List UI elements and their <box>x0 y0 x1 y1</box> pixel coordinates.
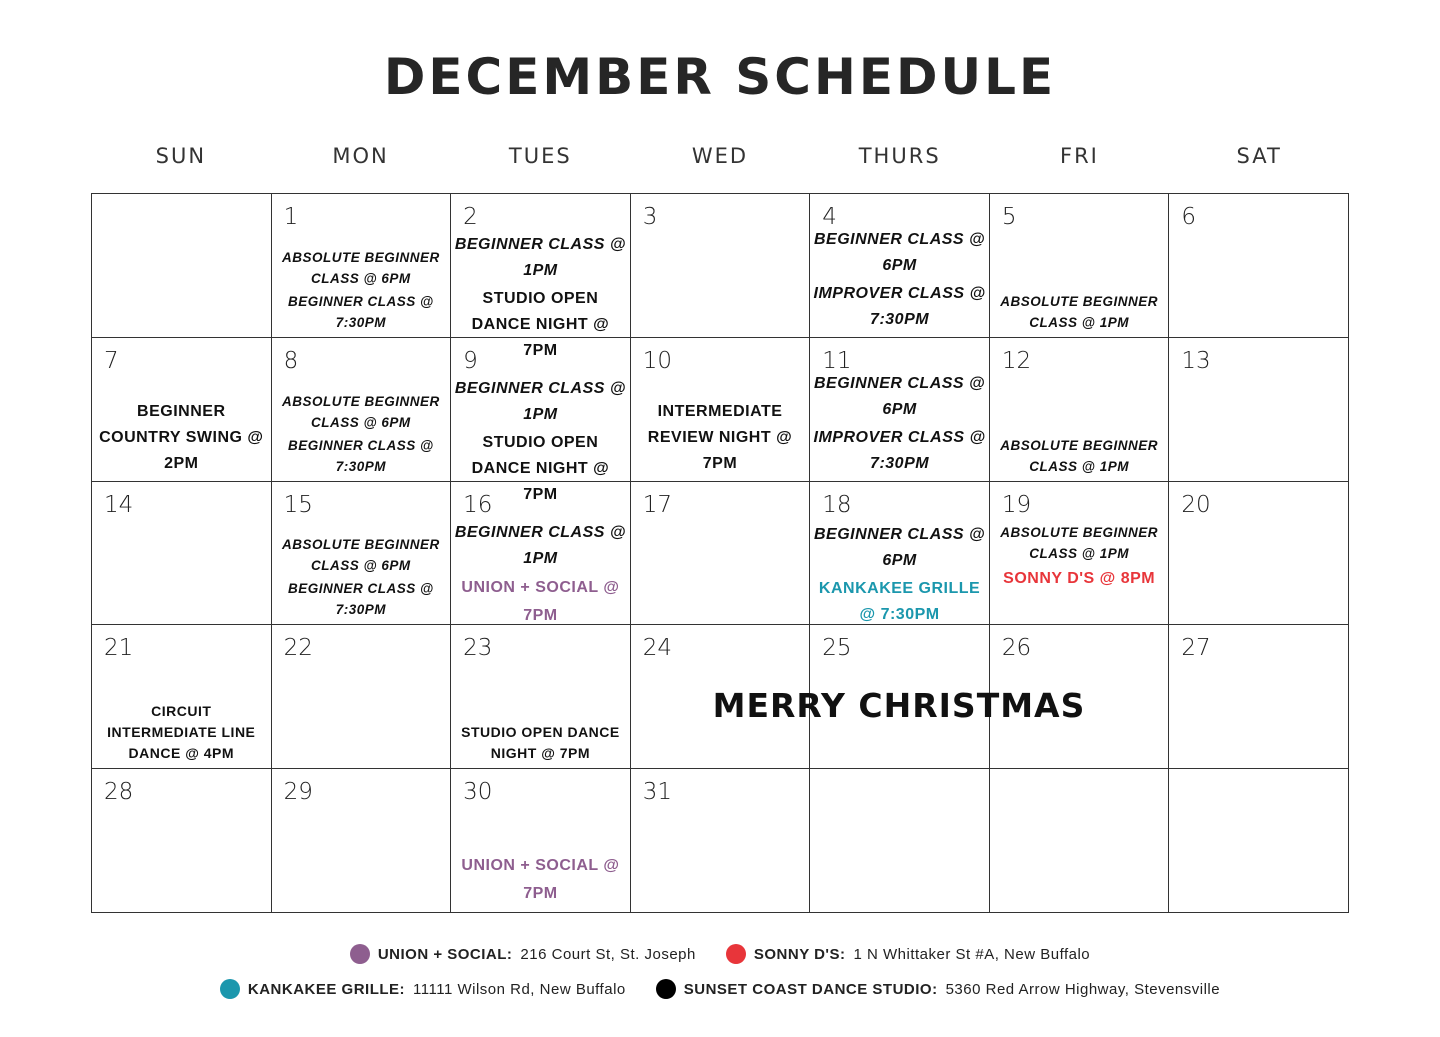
day-cell-30 <box>451 769 631 913</box>
day-number: 24 <box>642 635 672 662</box>
venue-name: SONNY D'S: <box>753 945 846 963</box>
day-cell-27 <box>1169 625 1349 769</box>
day-number: 2 <box>463 204 478 230</box>
event-entry: CIRCUIT INTERMEDIATE LINE DANCE @ 4PM <box>107 703 256 762</box>
day-cell-7 <box>92 338 272 482</box>
color-dot-icon <box>656 979 676 999</box>
weekday-header <box>91 144 1349 174</box>
day-cell-4 <box>810 194 990 338</box>
day-number: 30 <box>463 779 493 806</box>
day-number: 16 <box>463 491 493 518</box>
event-entry: BEGINNER CLASS @ 6PM <box>813 230 986 274</box>
day-number: 31 <box>642 779 672 806</box>
legend-item <box>350 944 696 964</box>
empty-day-cell <box>810 769 990 913</box>
event-entry: ABSOLUTE BEGINNER CLASS @ 1PM <box>1000 524 1159 561</box>
event-entry: ABSOLUTE BEGINNER CLASS @ 6PM <box>281 393 440 430</box>
event-list <box>274 247 449 333</box>
color-dot-icon <box>726 944 746 964</box>
event-entry: STUDIO OPEN DANCE NIGHT @ 7PM <box>471 290 610 359</box>
event-entry: BEGINNER CLASS @ 7:30PM <box>288 581 434 618</box>
day-number: 22 <box>283 635 313 662</box>
calendar-grid <box>91 193 1349 913</box>
day-cell-15 <box>272 482 452 626</box>
day-cell-21 <box>92 625 272 769</box>
day-number: 21 <box>104 635 134 662</box>
event-entry: BEGINNER CLASS @ 1PM <box>454 379 626 423</box>
event-list <box>992 291 1167 333</box>
event-list <box>453 520 628 630</box>
day-number: 14 <box>104 491 134 518</box>
day-number: 6 <box>1181 204 1197 230</box>
event-entry: BEGINNER CLASS @ 1PM <box>454 236 626 279</box>
event-list <box>633 399 808 477</box>
day-number: 9 <box>463 347 478 374</box>
event-list <box>274 534 449 620</box>
day-cell-13 <box>1169 338 1349 482</box>
venue-address: 5360 Red Arrow Highway, Stevensville <box>945 980 1221 998</box>
day-cell-31 <box>631 769 811 913</box>
day-cell-16 <box>451 482 631 626</box>
event-list <box>812 522 987 628</box>
day-cell-17 <box>631 482 811 626</box>
legend-row-2 <box>0 979 1440 999</box>
color-dot-icon <box>350 944 370 964</box>
color-dot-icon <box>220 979 240 999</box>
day-number: 23 <box>463 635 493 662</box>
page-title: DECEMBER SCHEDULE <box>383 48 1057 106</box>
event-entry: ABSOLUTE BEGINNER CLASS @ 1PM <box>1000 437 1159 474</box>
day-number: 13 <box>1181 347 1211 374</box>
day-cell-3 <box>631 194 811 338</box>
day-cell-10 <box>631 338 811 482</box>
day-cell-5 <box>990 194 1170 338</box>
day-number: 10 <box>642 347 672 374</box>
event-list <box>812 227 987 333</box>
event-list <box>274 391 449 477</box>
venue-name: UNION + SOCIAL: <box>377 945 513 963</box>
weekday-wed: WED <box>691 144 749 168</box>
day-number: 5 <box>1001 204 1017 230</box>
event-list <box>992 435 1167 477</box>
day-cell-23 <box>451 625 631 769</box>
event-entry: KANKAKEE GRILLE @ 7:30PM <box>818 579 981 623</box>
event-list <box>992 522 1167 592</box>
event-entry: UNION + SOCIAL @ 7PM <box>461 857 620 902</box>
day-cell-20 <box>1169 482 1349 626</box>
event-entry: IMPROVER CLASS @ 7:30PM <box>813 428 986 472</box>
empty-day-cell <box>1169 769 1349 913</box>
weekday-tue: TUES <box>508 144 572 168</box>
event-list <box>812 371 987 477</box>
day-number: 20 <box>1181 491 1211 518</box>
day-number: 1 <box>283 204 299 230</box>
day-cell-9 <box>451 338 631 503</box>
event-entry: SONNY D'S @ 8PM <box>1003 569 1156 587</box>
event-entry: ABSOLUTE BEGINNER CLASS @ 1PM <box>1000 293 1159 330</box>
day-number: 19 <box>1001 491 1032 518</box>
day-cell-29 <box>272 769 452 913</box>
event-entry: UNION + SOCIAL @ 7PM <box>461 578 620 624</box>
event-list <box>94 701 269 764</box>
legend-row-1 <box>0 944 1440 964</box>
day-number: 7 <box>104 347 119 374</box>
event-list <box>453 722 628 764</box>
event-entry: BEGINNER CLASS @ 1PM <box>454 523 626 567</box>
day-cell-19 <box>990 482 1170 626</box>
day-cell-28 <box>92 769 272 913</box>
weekday-mon: MON <box>332 144 389 168</box>
event-list <box>453 852 628 908</box>
day-number: 17 <box>642 491 672 518</box>
weekday-sun: SUN <box>155 144 207 168</box>
day-number: 28 <box>104 779 134 806</box>
weekday-fri: FRI <box>1059 144 1099 168</box>
event-entry: IMPROVER CLASS @ 7:30PM <box>813 284 986 328</box>
venue-address: 216 Court St, St. Joseph <box>520 945 696 963</box>
day-cell-18 <box>810 482 990 626</box>
venue-address: 1 N Whittaker St #A, New Buffalo <box>853 945 1091 963</box>
event-entry: ABSOLUTE BEGINNER CLASS @ 6PM <box>281 537 440 574</box>
empty-day-cell <box>990 769 1170 913</box>
event-entry: BEGINNER CLASS @ 7:30PM <box>288 293 434 330</box>
day-cell-14 <box>92 482 272 626</box>
day-number: 4 <box>822 204 837 230</box>
legend-item <box>220 979 626 999</box>
day-number: 26 <box>1001 635 1032 662</box>
venue-name: KANKAKEE GRILLE: <box>247 980 406 998</box>
event-entry: ABSOLUTE BEGINNER CLASS @ 6PM <box>281 249 440 286</box>
venue-name: SUNSET COAST DANCE STUDIO: <box>683 980 938 998</box>
day-number: 15 <box>283 491 313 518</box>
day-number: 11 <box>822 347 852 374</box>
day-number: 29 <box>283 779 313 806</box>
day-cell-8 <box>272 338 452 482</box>
day-cell-6 <box>1169 194 1349 338</box>
day-number: 3 <box>642 204 658 230</box>
weekday-thu: THURS <box>858 144 941 168</box>
event-entry: INTERMEDIATE REVIEW NIGHT @ 7PM <box>647 402 793 472</box>
weekday-sat: SAT <box>1236 144 1282 168</box>
day-cell-11 <box>810 338 990 482</box>
event-entry: STUDIO OPEN DANCE NIGHT @ 7PM <box>471 433 610 503</box>
day-number: 12 <box>1001 347 1032 374</box>
event-entry: BEGINNER CLASS @ 7:30PM <box>288 437 434 474</box>
event-entry: STUDIO OPEN DANCE NIGHT @ 7PM <box>461 724 620 762</box>
venue-address: 11111 Wilson Rd, New Buffalo <box>413 980 626 998</box>
day-number: 18 <box>822 491 852 518</box>
day-number: 25 <box>822 635 852 662</box>
day-cell-12 <box>990 338 1170 482</box>
legend-item <box>726 944 1090 964</box>
legend-item <box>656 979 1220 999</box>
event-entry: BEGINNER COUNTRY SWING @ 2PM <box>99 402 264 472</box>
day-number: 27 <box>1181 635 1211 662</box>
day-number: 8 <box>283 347 299 374</box>
event-entry: BEGINNER CLASS @ 6PM <box>813 374 986 418</box>
merry-christmas-banner: MERRY CHRISTMAS <box>712 686 1086 725</box>
event-list <box>94 399 269 477</box>
event-entry: BEGINNER CLASS @ 6PM <box>813 525 986 569</box>
empty-day-cell <box>92 194 272 338</box>
day-cell-2 <box>451 194 631 359</box>
day-cell-22 <box>272 625 452 769</box>
day-cell-1 <box>272 194 452 338</box>
